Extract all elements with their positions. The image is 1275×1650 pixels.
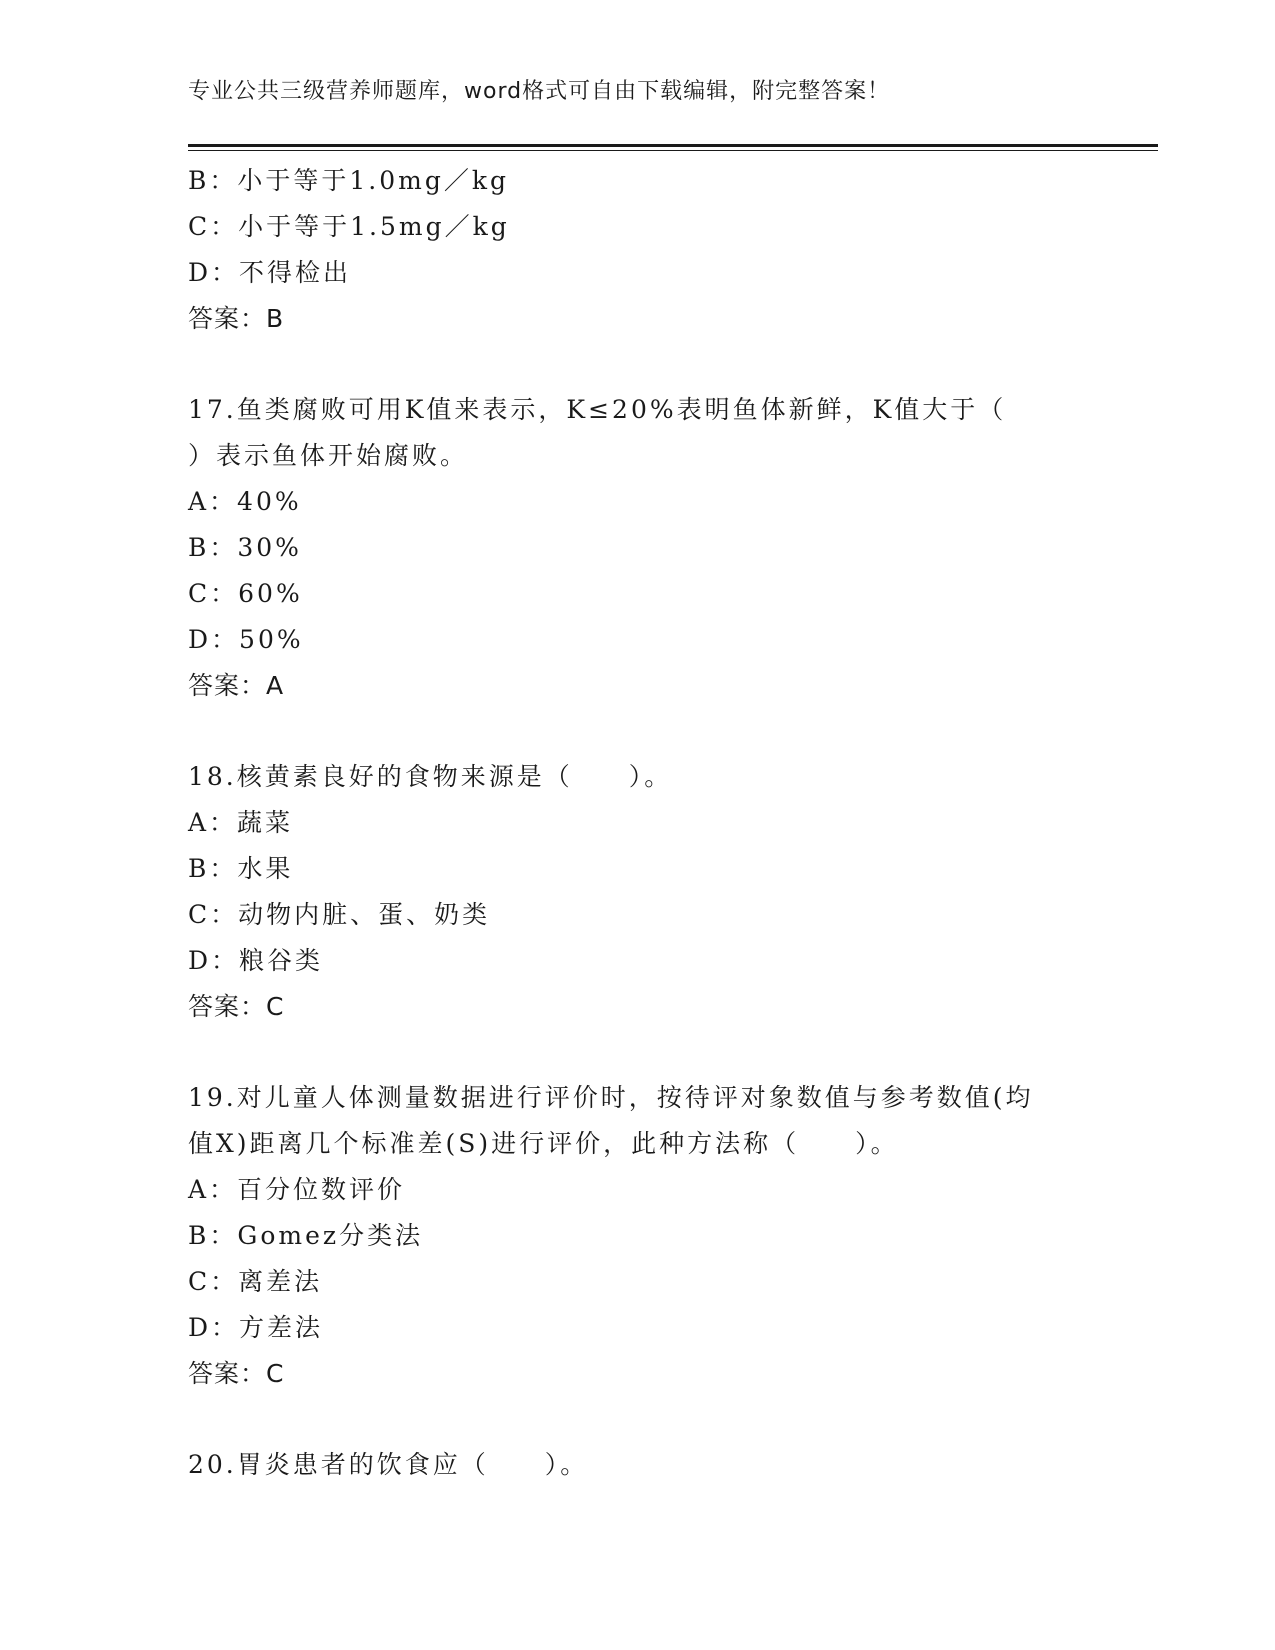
answer-line: 答案：C — [188, 1359, 285, 1388]
option-a: A：40% — [188, 487, 302, 516]
option-b: B：小于等于1.0mg／kg — [188, 166, 509, 195]
header-divider-thick — [188, 144, 1158, 147]
option-b: B：水果 — [188, 854, 294, 883]
option-d: D：不得检出 — [188, 258, 352, 287]
question-16-continued — [188, 158, 1128, 342]
question-stem-line: ）表示鱼体开始腐败。 — [188, 441, 469, 470]
answer-line: 答案：C — [188, 992, 285, 1021]
question-stem-line: 值X)距离几个标准差(S)进行评价，此种方法称（ ）。 — [188, 1129, 899, 1158]
option-d: D：粮谷类 — [188, 946, 324, 975]
option-c: C：动物内脏、蛋、奶类 — [188, 900, 491, 929]
question-stem-line: 19.对儿童人体测量数据进行评价时，按待评对象数值与参考数值(均 — [188, 1083, 1034, 1112]
question-18 — [188, 754, 1128, 1030]
question-stem-line: 20.胃炎患者的饮食应（ ）。 — [188, 1450, 589, 1479]
answer-line: 答案：A — [188, 671, 285, 700]
header-divider-thin — [188, 150, 1158, 151]
page-header: 专业公共三级营养师题库，word格式可自由下载编辑，附完整答案！ — [188, 79, 891, 104]
option-c: C：60% — [188, 579, 303, 608]
question-stem-line: 17.鱼类腐败可用K值来表示，K≤20%表明鱼体新鲜，K值大于（ — [188, 395, 1007, 424]
option-b: B：Gomez分类法 — [188, 1221, 424, 1250]
question-17 — [188, 387, 1128, 709]
option-a: A：蔬菜 — [188, 808, 294, 837]
question-content — [188, 158, 1128, 1488]
option-d: D：方差法 — [188, 1313, 324, 1342]
option-d: D：50% — [188, 625, 304, 654]
option-a: A：百分位数评价 — [188, 1175, 406, 1204]
question-20 — [188, 1442, 1128, 1488]
option-c: C：小于等于1.5mg／kg — [188, 212, 510, 241]
question-stem-line: 18.核黄素良好的食物来源是（ ）。 — [188, 762, 673, 791]
question-19 — [188, 1075, 1128, 1397]
option-c: C：离差法 — [188, 1267, 323, 1296]
option-b: B：30% — [188, 533, 302, 562]
answer-line: 答案：B — [188, 304, 285, 333]
